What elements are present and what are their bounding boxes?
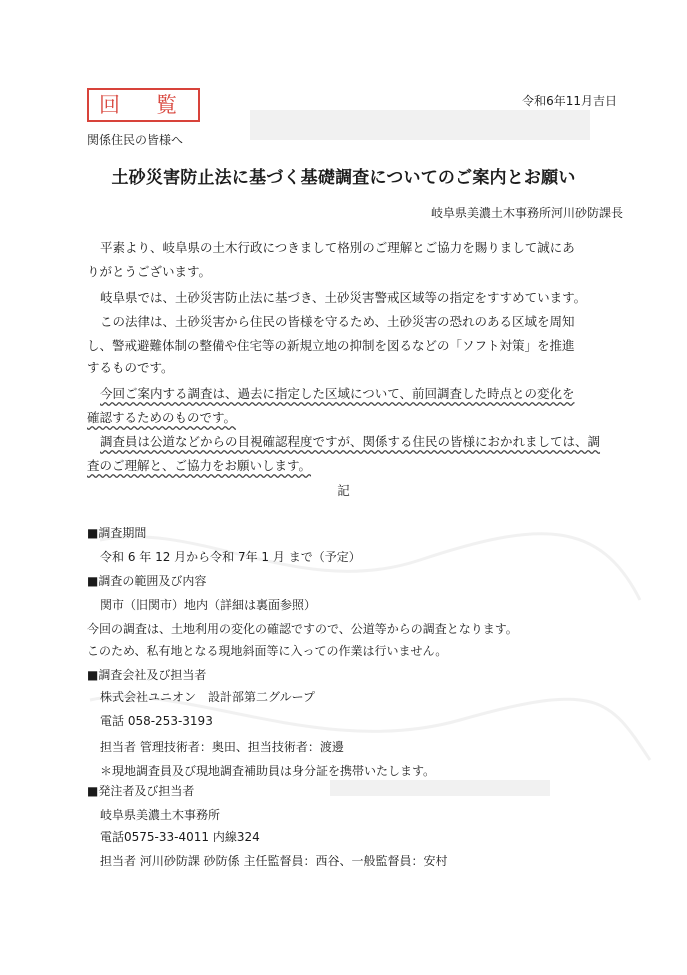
document-title: 土砂災害防止法に基づく基礎調査についてのご案内とお願い (111, 168, 576, 188)
client-heading: ■発注者及び担当者 (87, 784, 195, 798)
paragraph-2: 岐阜県では、土砂災害防止法に基づき、土砂災害警戒区域等の指定をすすめています。 (100, 290, 587, 305)
contractor-heading: ■調査会社及び担当者 (87, 668, 207, 682)
paragraph-3-line-2: し、警戒避難体制の整備や住宅等の新規立地の抑制を図るなどの「ソフト対策」を推進 (87, 338, 575, 353)
addressee: 関係住民の皆様へ (87, 133, 184, 147)
circulation-stamp: 回覧 (87, 88, 200, 122)
scope-value: 関市（旧関市）地内（詳細は裏面参照） (100, 598, 317, 612)
paragraph-5-line-2: 査のご理解と、ご協力をお願いします。 (87, 458, 312, 473)
paragraph-5-line-1: 調査員は公道などからの目視確認程度ですが、関係する住民の皆様におかれましては、調 (100, 434, 601, 449)
contractor-note: ＊現地調査員及び現地調査補助員は身分証を携帯いたします。 (100, 764, 436, 778)
contractor-phone: 電話 058-253-3193 (100, 714, 213, 728)
period-value: 令和 6 年 12 月から令和 7年 1 月 まで（予定） (100, 550, 361, 564)
scope-heading: ■調査の範囲及び内容 (87, 574, 207, 588)
ki-heading: 記 (337, 483, 350, 498)
paragraph-1-line-1: 平素より、岐阜県の土木行政につきまして格別のご理解とご協力を賜りまして誠にあ (100, 240, 575, 255)
client-staff: 担当者 河川砂防課 砂防係 主任監督員：西谷、一般監督員：安村 (100, 854, 448, 868)
contractor-company: 株式会社ユニオン 設計部第二グループ (100, 690, 316, 704)
issue-date: 令和6年11月吉日 (522, 94, 617, 108)
scope-note-1: 今回の調査は、土地利用の変化の確認ですので、公道等からの調査となります。 (87, 622, 518, 636)
period-heading: ■調査期間 (87, 526, 147, 540)
paragraph-4-line-2: 確認するためのものです。 (87, 410, 237, 425)
client-phone: 電話0575-33-4011 内線324 (100, 830, 260, 844)
paragraph-3-line-1: この法律は、土砂災害から住民の皆様を守るため、土砂災害の恐れのある区域を周知 (100, 314, 575, 329)
client-office: 岐阜県美濃土木事務所 (100, 808, 221, 822)
contractor-staff: 担当者 管理技術者：奥田、担当技術者：渡邊 (100, 740, 344, 754)
paragraph-3-line-3: するものです。 (87, 360, 174, 375)
paragraph-4-line-1: 今回ご案内する調査は、過去に指定した区域について、前回調査した時点との変化を (100, 386, 575, 401)
scope-note-2: このため、私有地となる現地斜面等に入っての作業は行いません。 (87, 644, 448, 658)
issuer: 岐阜県美濃土木事務所河川砂防課長 (430, 206, 623, 220)
paragraph-1-line-2: りがとうございます。 (87, 264, 212, 279)
